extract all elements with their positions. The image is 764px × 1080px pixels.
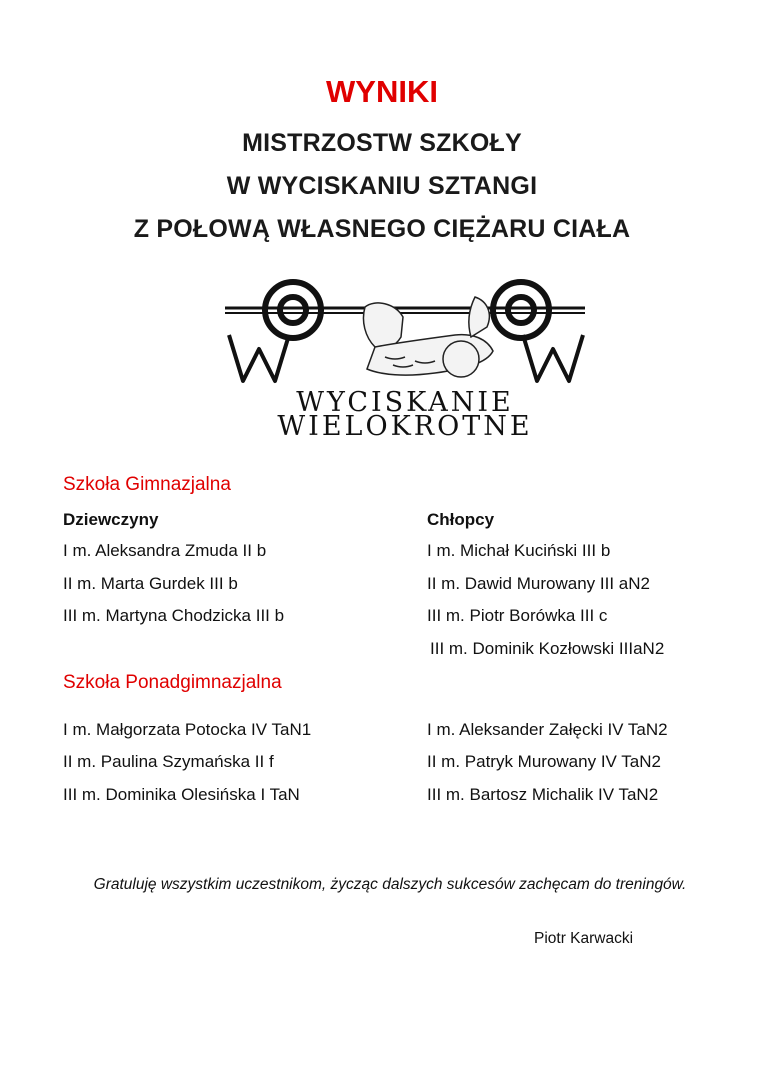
result-girl-senior-1: I m. Małgorzata Potocka IV TaN1 — [63, 720, 312, 739]
boys-heading: Chłopcy — [427, 510, 495, 529]
logo-text-1: WYCISKANIE — [296, 387, 514, 418]
result-boy-senior-2: II m. Patryk Murowany IV TaN2 — [427, 752, 661, 771]
closing-message: Gratuluję wszystkim uczestnikom, życząc dalszych sukcesów zachęcam do treningów. — [93, 876, 687, 893]
bench-press-logo — [225, 277, 585, 437]
result-boy-senior-1: I m. Aleksander Załęcki IV TaN2 — [427, 720, 668, 739]
signature: Piotr Karwacki — [534, 930, 634, 947]
result-boy-3: III m. Piotr Borówka III c — [427, 606, 608, 625]
result-girl-1: I m. Aleksandra Zmuda II b — [63, 541, 267, 560]
section-heading-gimnazjum: Szkoła Gimnazjalna — [63, 474, 231, 495]
subtitle-line-1: MISTRZOSTW SZKOŁY — [242, 129, 522, 157]
subtitle-line-2: W WYCISKANIU SZTANGI — [226, 172, 538, 200]
section-heading-ponadgimnazjum: Szkoła Ponadgimnazjalna — [63, 672, 282, 693]
subtitle-line-3: Z POŁOWĄ WŁASNEGO CIĘŻARU CIAŁA — [133, 215, 631, 243]
result-girl-2: II m. Marta Gurdek III b — [63, 574, 238, 593]
result-boy-senior-3: III m. Bartosz Michalik IV TaN2 — [427, 785, 659, 804]
barbell-icon — [225, 282, 585, 338]
result-girl-senior-2: II m. Paulina Szymańska II f — [63, 752, 274, 771]
girls-heading: Dziewczyny — [63, 510, 159, 529]
page-title: WYNIKI — [326, 74, 438, 109]
result-boy-4: III m. Dominik Kozłowski IIIaN2 — [430, 639, 665, 658]
result-girl-senior-3: III m. Dominika Olesińska I TaN — [63, 785, 300, 804]
logo-text-2: WIELOKROTNE — [277, 411, 533, 437]
result-girl-3: III m. Martyna Chodzicka III b — [63, 606, 285, 625]
result-boy-2: II m. Dawid Murowany III aN2 — [427, 574, 650, 593]
result-boy-1: I m. Michał Kuciński III b — [427, 541, 611, 560]
